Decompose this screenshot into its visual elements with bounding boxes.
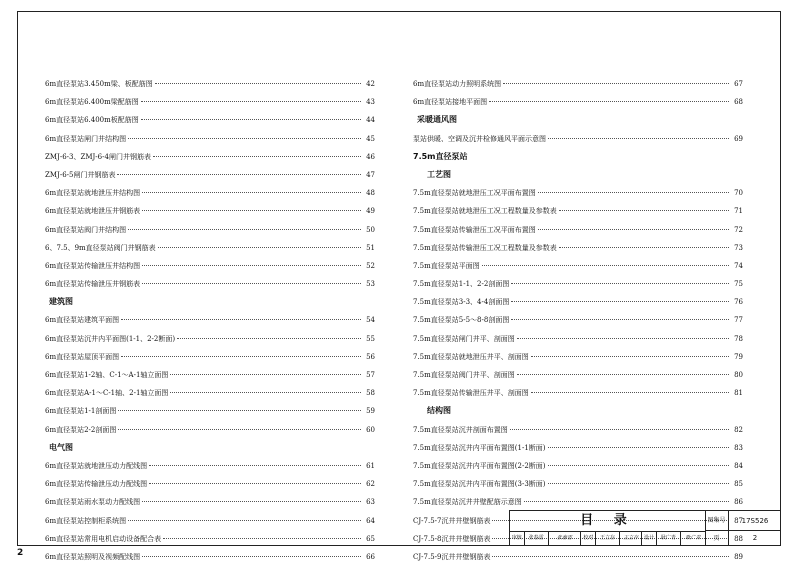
toc-entry-page: 72	[734, 225, 743, 234]
toc-entry[interactable]	[45, 402, 375, 420]
dot-leader	[531, 355, 729, 357]
toc-entry[interactable]	[45, 384, 375, 402]
dot-leader	[153, 155, 361, 157]
toc-entry[interactable]	[45, 275, 375, 293]
dot-leader	[511, 300, 729, 302]
toc-entry-page: 64	[366, 516, 375, 525]
toc-entry-title: 6m直径泵站沉井内平面图(1-1、2-2断面)	[45, 334, 176, 343]
toc-entry-title: 6m直径泵站6.400m梁配筋图	[45, 98, 139, 107]
dot-leader	[142, 209, 361, 211]
toc-entry[interactable]	[413, 130, 743, 148]
toc-entry-page: 81	[734, 389, 743, 398]
toc-entry[interactable]	[413, 548, 743, 566]
footer-page-number: 2	[17, 548, 24, 558]
toc-entry[interactable]	[45, 311, 375, 329]
toc-entry[interactable]	[45, 475, 375, 493]
toc-entry[interactable]	[45, 148, 375, 166]
toc-entry-page: 44	[366, 116, 375, 125]
dot-leader	[118, 428, 361, 430]
toc-entry-page: 67	[734, 80, 743, 88]
toc-entry-title: 6、7.5、9m直径泵站阀门井钢筋表	[45, 243, 156, 252]
toc-entry[interactable]	[45, 111, 375, 129]
dot-leader	[548, 464, 729, 466]
toc-entry-page: 49	[366, 207, 375, 216]
toc-entry[interactable]	[45, 202, 375, 220]
dot-leader	[531, 391, 729, 393]
toc-entry[interactable]	[45, 257, 375, 275]
toc-entry-page: 42	[366, 80, 375, 88]
toc-entry[interactable]	[45, 330, 375, 348]
toc-entry-page: 68	[734, 98, 743, 107]
dot-leader	[118, 409, 361, 411]
toc-entry-title: 7.5m直径泵站沉井内平面布置图(1-1断面)	[413, 443, 546, 452]
dot-leader	[170, 391, 361, 393]
toc-entry[interactable]	[413, 493, 743, 511]
dot-leader	[524, 500, 729, 502]
toc-entry[interactable]	[413, 384, 743, 402]
toc-entry-title: 6m直径泵站传输泄压井结构图	[45, 261, 141, 270]
toc-entry[interactable]	[45, 130, 375, 148]
toc-section-heading: 7.5m直径泵站	[413, 151, 468, 161]
toc-entry-title: 6m直径泵站传输泄压井钢筋表	[45, 280, 141, 289]
toc-entry-title: 6m直径泵站阀门井结构图	[45, 225, 127, 234]
toc-entry-page: 78	[734, 334, 743, 343]
toc-entry-page: 73	[734, 243, 743, 252]
dot-leader	[548, 446, 729, 448]
checker-label: 校对	[581, 531, 596, 546]
toc-entry[interactable]	[413, 366, 743, 384]
dot-leader	[492, 555, 729, 557]
toc-entry[interactable]	[45, 221, 375, 239]
toc-entry-page: 60	[366, 425, 375, 434]
toc-entry[interactable]	[413, 457, 743, 475]
designer-label: 设计	[642, 531, 657, 546]
dot-leader	[170, 373, 361, 375]
toc-entry-title: 6m直径泵站就地泄压井钢筋表	[45, 207, 141, 216]
toc-entry-title: 7.5m直径泵站传输泄压工况工程数量及参数表	[413, 243, 557, 252]
toc-entry[interactable]	[45, 421, 375, 439]
toc-entry-page: 87	[734, 516, 743, 525]
designer-signature: 耿广青	[685, 535, 701, 541]
toc-entry[interactable]	[45, 75, 375, 93]
toc-entry-title: 6m直径泵站常用电机启动设备配合表	[45, 534, 162, 543]
toc-entry-page: 47	[366, 170, 375, 179]
toc-entry[interactable]	[413, 184, 743, 202]
dot-leader	[142, 282, 361, 284]
toc-entry-title: CJ-7.5-7沉井井壁钢筋表	[413, 516, 491, 525]
dot-leader	[517, 373, 729, 375]
dot-leader	[121, 318, 361, 320]
toc-entry-page: 61	[366, 461, 375, 470]
dot-leader	[548, 137, 729, 139]
toc-entry[interactable]	[45, 366, 375, 384]
toc-section-heading: 电气图	[49, 442, 73, 452]
toc-entry[interactable]	[413, 330, 743, 348]
dot-leader	[142, 191, 361, 193]
toc-entry-page: 85	[734, 480, 743, 489]
dot-leader	[117, 173, 361, 175]
toc-entry-title: 6m直径泵站1-1剖面图	[45, 407, 117, 416]
toc-entry-page: 55	[366, 334, 375, 343]
toc-entry-title: 7.5m直径泵站沉井内平面布置图(3-3断面)	[413, 480, 546, 489]
toc-entry-page: 50	[366, 225, 375, 234]
toc-entry-page: 80	[734, 371, 743, 379]
toc-entry-title: 泵站供暖、空调及沉井检修通风平面示意图	[413, 134, 546, 143]
toc-entry-page: 58	[366, 389, 375, 398]
toc-entry-page: 65	[366, 534, 375, 543]
toc-section-heading: 采暖通风图	[417, 115, 457, 125]
toc-entry[interactable]	[45, 184, 375, 202]
toc-entry-title: 7.5m直径泵站就地泄压井平、剖面图	[413, 352, 529, 361]
page-label: 页	[705, 531, 729, 546]
toc-entry-title: 7.5m直径泵站5-5～8-8剖面图	[413, 316, 510, 325]
dot-leader	[511, 318, 729, 320]
reviewer-name: 张春雷	[525, 531, 549, 546]
toc-entry-title: 6m直径泵站接地平面图	[413, 98, 488, 107]
toc-entry[interactable]	[413, 257, 743, 275]
toc-section-heading: 工艺图	[427, 169, 451, 179]
toc-entry-title: 7.5m直径泵站1-1、2-2剖面图	[413, 280, 510, 289]
toc-section-heading: 结构图	[427, 406, 451, 416]
toc-entry[interactable]	[413, 421, 743, 439]
toc-entry[interactable]	[45, 239, 375, 257]
atlas-number-value: 17S526	[729, 511, 781, 531]
toc-entry-page: 71	[734, 207, 743, 216]
dot-leader	[142, 264, 361, 266]
dot-leader	[149, 464, 361, 466]
toc-entry[interactable]	[45, 348, 375, 366]
toc-entry[interactable]	[413, 202, 743, 220]
toc-entry-page: 56	[366, 352, 375, 361]
dot-leader	[128, 228, 361, 230]
toc-entry-title: 6m直径泵站2-2剖面图	[45, 425, 117, 434]
toc-entry-title: 7.5m直径泵站就地泄压工况平面布置图	[413, 189, 536, 198]
reviewer-signature: 张春雷	[549, 531, 582, 546]
toc-entry[interactable]	[413, 439, 743, 457]
dot-leader	[559, 246, 729, 248]
dot-leader	[538, 191, 729, 193]
toc-entry-page: 63	[366, 498, 375, 507]
dot-leader	[517, 337, 729, 339]
dot-leader	[177, 337, 361, 339]
toc-entry-page: 82	[734, 425, 743, 434]
toc-entry-title: 6m直径泵站就地泄压动力配线图	[45, 461, 148, 470]
toc-entry-title: 7.5m直径泵站阀门井平、剖面图	[413, 371, 515, 379]
toc-entry-title: 7.5m直径泵站沉井内平面布置图(2-2断面)	[413, 461, 546, 470]
toc-entry-title: 7.5m直径泵站传输泄压工况平面布置图	[413, 225, 536, 234]
dot-leader	[141, 118, 361, 120]
dot-leader	[155, 82, 361, 84]
sheet-title: 目 录	[510, 511, 706, 532]
toc-entry-page: 62	[366, 480, 375, 489]
toc-entry-title: 6m直径泵站3.450m梁、板配筋图	[45, 80, 153, 88]
toc-entry[interactable]	[45, 457, 375, 475]
toc-entry-page: 43	[366, 98, 375, 107]
toc-entry-title: ZMJ-6-5闸门井钢筋表	[45, 170, 116, 179]
toc-entry-page: 59	[366, 407, 375, 416]
dot-leader	[559, 209, 729, 211]
toc-entry[interactable]	[413, 293, 743, 311]
toc-entry[interactable]	[45, 530, 375, 548]
toc-entry-title: ZMJ-6-3、ZMJ-6-4闸门井钢筋表	[45, 152, 151, 161]
toc-entry-page: 45	[366, 134, 375, 143]
toc-entry-title: 6m直径泵站1-2轴、C-1～A-1轴立面图	[45, 371, 169, 379]
toc-entry-title: CJ-7.5-8沉井井壁钢筋表	[413, 534, 491, 543]
toc-entry-page: 89	[734, 552, 743, 561]
toc-entry-title: 6m直径泵站雨水泵动力配线图	[45, 498, 141, 507]
toc-entry-page: 70	[734, 189, 743, 198]
toc-entry-page: 86	[734, 498, 743, 507]
dot-leader	[548, 482, 729, 484]
toc-entry-title: 6m直径泵站控制柜系统图	[45, 516, 127, 525]
dot-leader	[158, 246, 361, 248]
toc-entry[interactable]	[413, 475, 743, 493]
toc-section-heading: 建筑图	[49, 297, 73, 307]
toc-entry-title: 6m直径泵站建筑平面图	[45, 316, 120, 325]
toc-entry-title: 6m直径泵站屋顶平面图	[45, 352, 120, 361]
toc-entry-title: 7.5m直径泵站传输泄压井平、剖面图	[413, 389, 529, 398]
toc-entry-title: 7.5m直径泵站平面图	[413, 261, 480, 270]
dot-leader	[482, 264, 729, 266]
toc-entry-page: 84	[734, 461, 743, 470]
toc-entry-title: 6m直径泵站闸门井结构图	[45, 134, 127, 143]
dot-leader	[538, 228, 729, 230]
dot-leader	[511, 282, 729, 284]
title-block	[509, 510, 781, 546]
toc-entry-page: 75	[734, 280, 743, 289]
toc-entry-page: 52	[366, 261, 375, 270]
toc-entry-page: 69	[734, 134, 743, 143]
toc-entry-title: 7.5m直径泵站沉井剖面布置图	[413, 425, 508, 434]
toc-entry[interactable]	[45, 512, 375, 530]
toc-entry-title: 7.5m直径泵站闸门井平、剖面图	[413, 334, 515, 343]
toc-entry[interactable]	[413, 275, 743, 293]
toc-entry-title: 6m直径泵站就地泄压井结构图	[45, 189, 141, 198]
dot-leader	[510, 428, 729, 430]
toc-entry-page: 66	[366, 552, 375, 561]
toc-entry-title: CJ-7.5-9沉井井壁钢筋表	[413, 552, 491, 561]
toc-entry-title: 7.5m直径泵站就地泄压工况工程数量及参数表	[413, 207, 557, 216]
toc-entry-page: 53	[366, 280, 375, 289]
toc-entry[interactable]	[413, 239, 743, 257]
dot-leader	[163, 537, 361, 539]
checker-signature: 王立存	[620, 531, 642, 546]
toc-entry-title: 6m直径泵站照明及视频配线图	[45, 552, 141, 561]
toc-entry[interactable]	[45, 548, 375, 566]
toc-entry[interactable]	[45, 493, 375, 511]
dot-leader	[128, 519, 361, 521]
designer-name: 耿广青	[657, 531, 681, 546]
toc-entry[interactable]	[413, 221, 743, 239]
dot-leader	[503, 82, 729, 84]
toc-entry-page: 51	[366, 243, 375, 252]
toc-entry-page: 83	[734, 443, 743, 452]
dot-leader	[149, 482, 361, 484]
toc-entry-page: 46	[366, 152, 375, 161]
toc-entry[interactable]	[413, 75, 743, 93]
toc-entry-title: 6m直径泵站A-1～C-1轴、2-1轴立面图	[45, 389, 169, 398]
reviewer-label: 审核	[510, 531, 525, 546]
dot-leader	[121, 355, 361, 357]
toc-entry-title: 7.5m直径泵站3-3、4-4剖面图	[413, 298, 510, 307]
toc-entry[interactable]	[45, 166, 375, 184]
toc-entry-title: 6m直径泵站传输泄压动力配线图	[45, 480, 148, 489]
toc-right-column	[413, 75, 743, 566]
page-value: 2	[752, 534, 758, 542]
atlas-number-label: 图集号	[705, 511, 729, 531]
toc-entry-page: 79	[734, 352, 743, 361]
toc-entry-page: 54	[366, 316, 375, 325]
dot-leader	[128, 137, 361, 139]
dot-leader	[142, 555, 361, 557]
toc-entry-page: 74	[734, 261, 743, 270]
dot-leader	[142, 500, 361, 502]
toc-entry-page: 77	[734, 316, 743, 325]
toc-entry[interactable]	[45, 93, 375, 111]
toc-entry-title: 7.5m直径泵站沉井井壁配筋示意图	[413, 498, 522, 507]
signature-row	[510, 531, 706, 546]
toc-entry[interactable]	[413, 93, 743, 111]
toc-entry-title: 6m直径泵站动力照明系统图	[413, 80, 502, 88]
dot-leader	[141, 100, 361, 102]
toc-entry-page: 48	[366, 189, 375, 198]
toc-left-column	[45, 75, 375, 566]
dot-leader	[489, 100, 729, 102]
toc-entry[interactable]	[413, 311, 743, 329]
toc-entry[interactable]	[413, 348, 743, 366]
toc-entry-page: 88	[734, 534, 743, 543]
toc-entry-page: 76	[734, 298, 743, 307]
toc-entry-page: 57	[366, 371, 375, 379]
checker-name: 王立存	[596, 531, 620, 546]
toc-entry-title: 6m直径泵站6.400m板配筋图	[45, 116, 139, 125]
